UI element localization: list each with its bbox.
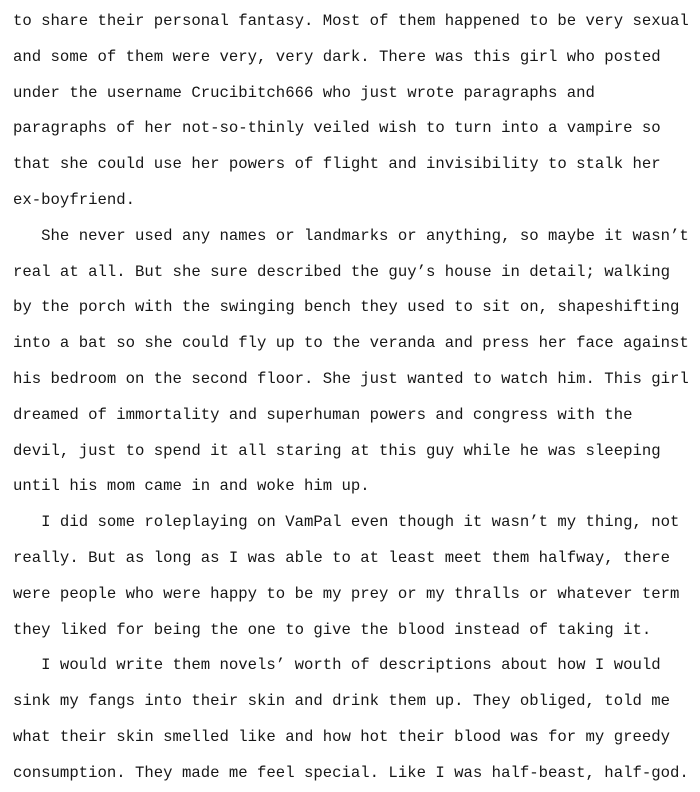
text-line: devil, just to spend it all staring at this guy while he was sleeping	[13, 441, 661, 460]
text-line: into a bat so she could fly up to the veranda and press her face against	[13, 334, 689, 353]
text-line: really. But as long as I was able to at least meet them halfway, there	[13, 548, 671, 567]
text-line: that she could use her powers of flight and invisibility to stalk her	[13, 155, 661, 174]
text-line: his bedroom on the second floor. She just wanted to watch him. This girl	[13, 369, 689, 388]
text-line: I did some roleplaying on VamPal even though it wasn’t my thing, not	[13, 513, 680, 532]
paragraph	[13, 505, 694, 648]
text-line: to share their personal fantasy. Most of them happened to be very sexual	[13, 12, 689, 30]
text-line: they liked for being the one to give the blood instead of taking it.	[13, 620, 652, 639]
text-line: sink my fangs into their skin and drink them up. They obliged, told me	[13, 692, 671, 711]
text-line: what their skin smelled like and how hot their blood was for my greedy	[13, 727, 671, 746]
text-content	[13, 4, 694, 792]
paragraph	[13, 219, 694, 505]
text-line: ex-boyfriend.	[13, 190, 136, 209]
text-line: by the porch with the swinging bench they used to sit on, shapeshifting	[13, 298, 680, 317]
text-line: were people who were happy to be my prey or my thralls or whatever term	[13, 584, 680, 603]
text-line: I would write them novels’ worth of descriptions about how I would	[13, 656, 661, 675]
text-line: She never used any names or landmarks or anything, so maybe it wasn’t	[13, 226, 689, 245]
paragraph	[13, 648, 694, 791]
text-line: and some of them were very, very dark. There was this girl who posted	[13, 47, 661, 66]
text-line: until his mom came in and woke him up.	[13, 477, 370, 496]
text-line: dreamed of immortality and superhuman powers and congress with the	[13, 405, 633, 424]
text-line: consumption. They made me feel special. Like I was half-beast, half-god.	[13, 763, 689, 782]
text-line: real at all. But she sure described the guy’s house in detail; walking	[13, 262, 671, 281]
paragraph	[13, 4, 694, 219]
text-line: under the username Crucibitch666 who just wrote paragraphs and	[13, 83, 595, 102]
text-line: paragraphs of her not-so-thinly veiled wish to turn into a vampire so	[13, 119, 661, 138]
